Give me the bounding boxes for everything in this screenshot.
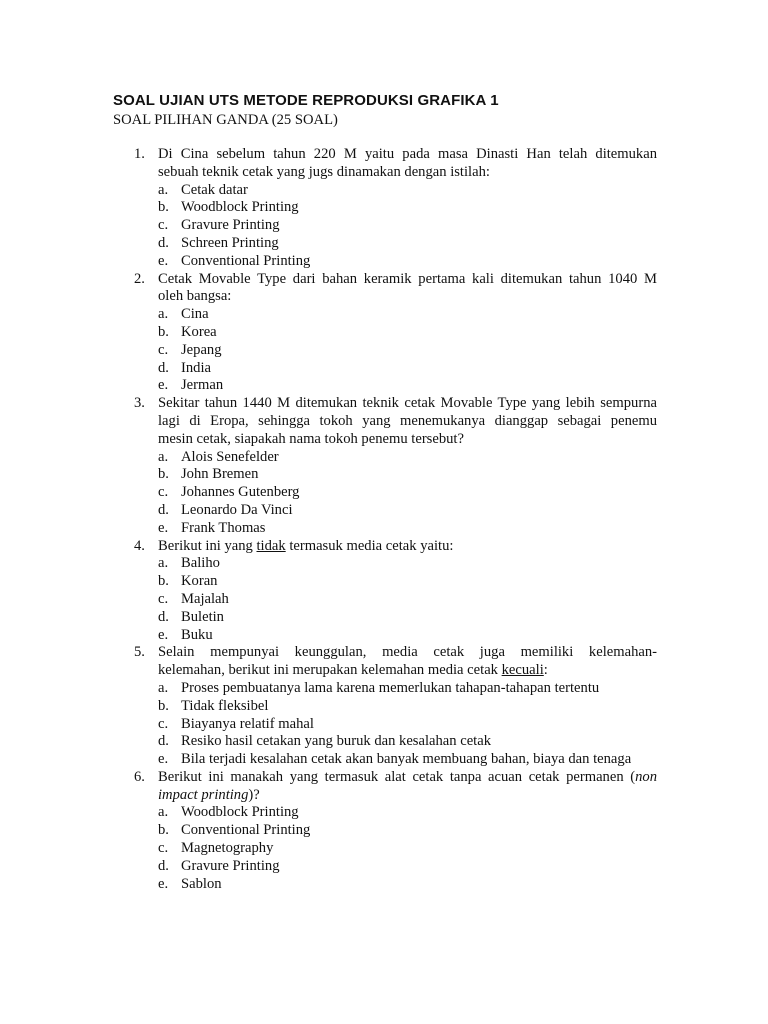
option-text: Baliho (181, 555, 220, 572)
option-text: India (181, 359, 211, 376)
option-text: Alois Senefelder (181, 448, 279, 465)
option-letter: d. (158, 733, 169, 750)
option-d (113, 609, 657, 627)
question-text-line (158, 662, 657, 680)
option-letter: b. (158, 466, 169, 483)
question-text (158, 538, 657, 556)
question-number: 6. (134, 768, 145, 785)
option-a (113, 804, 657, 822)
question-number: 4. (134, 537, 145, 554)
option-a (113, 306, 657, 324)
option-text: Jepang (181, 341, 222, 358)
question-number: 1. (134, 146, 145, 162)
document-title: SOAL UJIAN UTS METODE REPRODUKSI GRAFIKA 1 (113, 92, 499, 109)
option-list (113, 804, 657, 893)
option-text: Tidak fleksibel (181, 697, 269, 714)
document-subtitle: SOAL PILIHAN GANDA (25 SOAL) (113, 112, 338, 128)
question-text-line: Di Cina sebelum tahun 220 M yaitu pada masa Dinasti Han telah ditemukan (158, 146, 657, 162)
option-d (113, 733, 657, 751)
option-list (113, 555, 657, 644)
question-text-line: Selain mempunyai keunggulan, media cetak juga memiliki kelemahan- (158, 644, 657, 661)
question-list (113, 146, 657, 893)
question-text-segment: Berikut ini yang (158, 537, 257, 554)
option-letter: a. (158, 679, 169, 696)
option-text: Sablon (181, 875, 222, 892)
option-letter: a. (158, 804, 169, 821)
question-text-line: Cetak Movable Type dari bahan keramik pertama kali ditemukan tahun 1040 M (158, 270, 657, 287)
question-text-line: mesin cetak, siapakah nama tokoh penemu tersebut? (158, 430, 464, 447)
question-text-segment: )? (248, 786, 260, 803)
option-list (113, 680, 657, 769)
option-letter: e. (158, 519, 169, 536)
option-text: Cina (181, 306, 209, 323)
option-c (113, 591, 657, 609)
option-b (113, 199, 657, 217)
option-text: Schreen Printing (181, 234, 279, 251)
question-4 (113, 538, 657, 645)
option-d (113, 858, 657, 876)
option-d (113, 360, 657, 378)
question-text (158, 769, 657, 805)
question-text (158, 644, 657, 680)
option-c (113, 217, 657, 235)
option-text: Woodblock Printing (181, 199, 299, 216)
option-b (113, 324, 657, 342)
option-letter: a. (158, 448, 169, 465)
option-text: Buletin (181, 608, 224, 625)
option-letter: a. (158, 181, 169, 198)
option-a (113, 449, 657, 467)
option-e (113, 520, 657, 538)
question-3 (113, 395, 657, 537)
question-text-segment: termasuk media cetak yaitu: (285, 537, 454, 554)
question-text-segment: Berikut ini manakah yang termasuk alat cetak tanpa acuan cetak permanen ( (158, 768, 636, 785)
option-text: Frank Thomas (181, 519, 266, 536)
option-c (113, 342, 657, 360)
option-e (113, 627, 657, 645)
option-letter: b. (158, 323, 169, 340)
option-letter: a. (158, 555, 169, 572)
question-italic-text: impact printing (158, 786, 249, 803)
option-letter: e. (158, 875, 169, 892)
option-letter: b. (158, 199, 169, 216)
option-letter: c. (158, 341, 169, 358)
option-letter: d. (158, 359, 169, 376)
option-letter: e. (158, 626, 169, 643)
question-text-segment: : (543, 662, 548, 679)
option-e (113, 253, 657, 271)
option-letter: d. (158, 857, 169, 874)
question-text-line: sebuah teknik cetak yang jugs dinamakan dengan istilah: (158, 163, 490, 180)
question-2 (113, 271, 657, 396)
question-text-segment: kelemahan, berikut ini merupakan kelemahan media cetak (158, 662, 502, 679)
option-text: Conventional Printing (181, 252, 311, 269)
option-b (113, 822, 657, 840)
option-a (113, 555, 657, 573)
option-a (113, 182, 657, 200)
option-letter: d. (158, 608, 169, 625)
question-number: 5. (134, 644, 145, 661)
option-text: Biayanya relatif mahal (181, 715, 314, 732)
option-letter: c. (158, 217, 169, 234)
option-letter: b. (158, 822, 169, 839)
option-letter: c. (158, 590, 169, 607)
option-text: Magnetography (181, 840, 274, 857)
question-1 (113, 146, 657, 271)
option-b (113, 466, 657, 484)
question-number: 3. (134, 395, 145, 412)
option-letter: e. (158, 377, 169, 394)
option-letter: d. (158, 234, 169, 251)
question-text-line (158, 769, 657, 787)
option-text: Resiko hasil cetakan yang buruk dan kesalahan cetak (181, 733, 492, 750)
option-b (113, 698, 657, 716)
option-list (113, 306, 657, 395)
option-d (113, 235, 657, 253)
option-text: Korea (181, 323, 217, 340)
option-c (113, 484, 657, 502)
option-text: Leonardo Da Vinci (181, 501, 293, 518)
option-text: Bila terjadi kesalahan cetak akan banyak membuang bahan, biaya dan tenaga (181, 751, 632, 768)
option-d (113, 502, 657, 520)
option-letter: c. (158, 715, 169, 732)
option-c (113, 716, 657, 734)
option-letter: a. (158, 306, 169, 323)
question-text (158, 146, 657, 182)
option-text: Gravure Printing (181, 857, 280, 874)
option-a (113, 680, 657, 698)
question-underlined-word: tidak (256, 537, 286, 554)
question-text-line: Sekitar tahun 1440 M ditemukan teknik cetak Movable Type yang lebih sempurna (158, 395, 657, 412)
option-text: John Bremen (181, 466, 259, 483)
option-text: Conventional Printing (181, 822, 311, 839)
question-underlined-word: kecuali (501, 662, 544, 679)
option-letter: b. (158, 573, 169, 590)
option-text: Koran (181, 573, 218, 590)
option-text: Cetak datar (181, 181, 248, 198)
option-letter: b. (158, 697, 169, 714)
option-e (113, 377, 657, 395)
question-text-line (158, 538, 657, 556)
option-e (113, 751, 657, 769)
option-text: Proses pembuatanya lama karena memerlukan tahapan-tahapan tertentu (181, 679, 600, 696)
option-b (113, 573, 657, 591)
option-letter: c. (158, 840, 169, 857)
option-list (113, 449, 657, 538)
option-letter: d. (158, 501, 169, 518)
question-number: 2. (134, 270, 145, 287)
option-text: Buku (181, 626, 213, 643)
question-text (158, 271, 657, 307)
option-c (113, 840, 657, 858)
option-letter: c. (158, 484, 169, 501)
question-text (158, 395, 657, 448)
option-e (113, 876, 657, 894)
option-text: Woodblock Printing (181, 804, 299, 821)
question-6 (113, 769, 657, 894)
option-letter: e. (158, 751, 169, 768)
option-letter: e. (158, 252, 169, 269)
option-text: Johannes Gutenberg (181, 484, 300, 501)
question-5 (113, 644, 657, 769)
option-text: Jerman (181, 377, 224, 394)
question-text-line: lagi di Eropa, sehingga tokoh yang menemukanya dianggap sebagai penemu (158, 412, 657, 429)
question-text-line: oleh bangsa: (158, 288, 232, 305)
option-text: Gravure Printing (181, 217, 280, 234)
question-text-line (158, 787, 657, 805)
question-italic-text: non (635, 768, 657, 785)
option-text: Majalah (181, 590, 229, 607)
option-list (113, 182, 657, 271)
